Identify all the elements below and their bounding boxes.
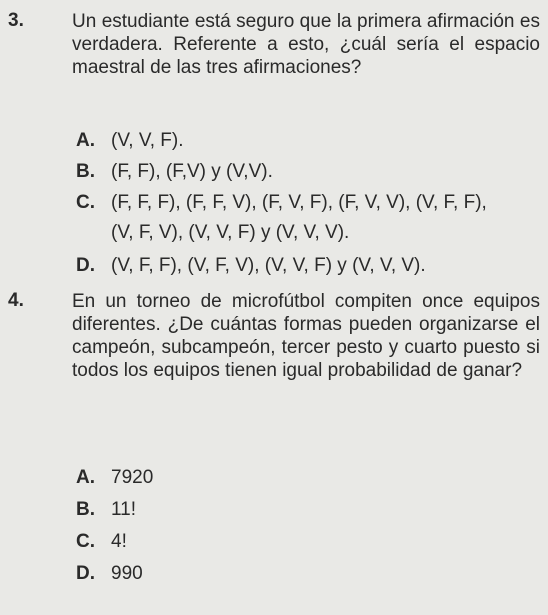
option-text: 4! <box>111 531 127 552</box>
question-stem: En un torneo de microfútbol compiten once equipos diferentes. ¿De cuántas formas pueden organizarse el campeón, subcampeón, tercer pesto y cuarto puesto si todos los equipos tienen igual probabilidad de ganar? <box>72 291 540 381</box>
option-letter: B. <box>76 161 95 182</box>
option-text: 11! <box>111 499 137 520</box>
option-letter: A. <box>76 130 95 151</box>
option-text: (F, F), (F,V) y (V,V). <box>111 161 273 182</box>
option-c[interactable] <box>76 191 487 214</box>
option-letter: A. <box>76 467 95 488</box>
question-number: 3. <box>8 10 24 31</box>
option-c-continued: (V, F, V), (V, V, F) y (V, V, V). <box>111 222 350 243</box>
option-d[interactable] <box>76 562 143 585</box>
option-text: (V, V, F). <box>111 130 184 151</box>
option-d[interactable] <box>76 254 426 277</box>
option-letter: D. <box>76 255 95 276</box>
option-b[interactable] <box>76 160 273 183</box>
option-a[interactable] <box>76 466 153 489</box>
option-text: 990 <box>111 563 143 584</box>
option-a[interactable] <box>76 129 184 152</box>
question-number: 4. <box>8 290 24 311</box>
option-letter: B. <box>76 499 95 520</box>
option-c[interactable] <box>76 530 127 553</box>
option-letter: C. <box>76 192 95 213</box>
option-b[interactable] <box>76 498 136 521</box>
question-stem: Un estudiante está seguro que la primera afirmación es verdadera. Referente a esto, ¿cuál sería el espacio maestral de las tres afirmaciones? <box>72 11 540 78</box>
option-letter: D. <box>76 563 95 584</box>
option-letter: C. <box>76 531 95 552</box>
option-text: (V, F, F), (V, F, V), (V, V, F) y (V, V, V). <box>111 255 426 276</box>
option-text: (F, F, F), (F, F, V), (F, V, F), (F, V, V), (V, F, F), <box>111 192 487 213</box>
option-text: 7920 <box>111 467 154 488</box>
